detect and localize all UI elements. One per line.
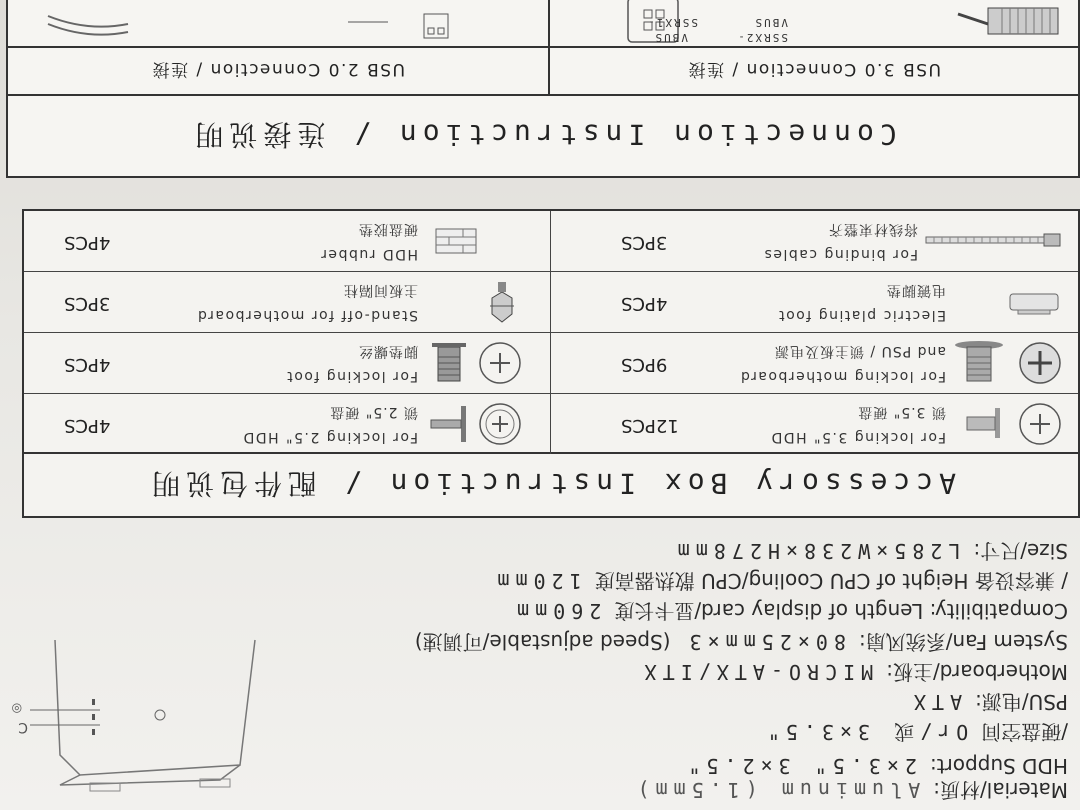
- spec-psu-label: PSU/电源:: [975, 690, 1068, 714]
- usb2-connection-label: USB 2.0 Connection / 连接: [8, 46, 548, 96]
- pin-label: VBUS: [653, 31, 688, 44]
- usb3-diagram: [548, 0, 1078, 46]
- spec-size-value: L285×W238×H278mm: [671, 539, 961, 563]
- item-desc-en: For binding cables: [763, 246, 918, 262]
- table-row: [24, 271, 1078, 332]
- spec-compat-1-value: 260mm: [511, 599, 602, 623]
- hdd-2-5-screw-icon: [426, 400, 536, 448]
- spec-hdd-support-label: HDD Support:: [930, 754, 1068, 778]
- item-desc-en: For locking motherboard: [739, 368, 946, 384]
- spec-size-label: Size/尺寸:: [973, 539, 1068, 563]
- pin-label: VBUS: [753, 16, 788, 29]
- svg-text:◎: ◎: [11, 702, 22, 716]
- accessory-grid: [24, 211, 1078, 454]
- usb3-cable-icon: [948, 0, 1068, 44]
- hdd-3-5-screw-icon: [954, 400, 1064, 448]
- spec-hdd-support-value: 2×3.5" 3×2.5": [682, 754, 917, 778]
- accessory-item: [24, 333, 550, 393]
- spec-fan-note: (Speed adjustable/可调速): [414, 630, 671, 654]
- usb2-header-icon: [28, 0, 488, 46]
- spec-compat-1: [0, 598, 1068, 627]
- item-qty: 4PCS: [621, 293, 668, 314]
- spec-compat-2-value: 120mm: [491, 569, 582, 593]
- item-qty: 4PCS: [64, 232, 111, 253]
- spec-fan-value: 80×25mm×3: [683, 630, 846, 654]
- item-qty: 4PCS: [64, 415, 111, 436]
- accessory-table: [22, 209, 1080, 518]
- item-desc-cn: 锁 3.5" 硬盘: [857, 404, 946, 420]
- spec-psu-value: ATX: [907, 690, 963, 714]
- item-qty: 4PCS: [64, 354, 111, 375]
- spec-material-value: Aluminum (1.5mm): [631, 778, 921, 802]
- pin-label: SSRX1-: [646, 16, 698, 29]
- item-desc-en: Stand-off for motherboard: [196, 307, 418, 323]
- spec-hdd-space-label: /硬盘空间: [981, 720, 1068, 744]
- item-desc-cn: 将线材束整齐: [828, 221, 918, 237]
- item-qty: 9PCS: [621, 354, 668, 375]
- accessory-item: [24, 394, 550, 454]
- spec-size: [0, 538, 1068, 567]
- plating-foot-icon: [954, 278, 1064, 326]
- table-row: [24, 332, 1078, 393]
- accessory-item: [24, 211, 550, 271]
- connection-section: [6, 0, 1080, 178]
- motherboard-psu-screw-icon: [954, 339, 1064, 387]
- spec-hdd-space-value: Or/或 3×3.5": [761, 720, 969, 744]
- spec-block: [0, 510, 1080, 810]
- item-desc-cn: 脚垫螺丝: [358, 343, 418, 359]
- connection-title: Connection Instruction / 连接说明: [8, 94, 1078, 176]
- item-desc-cn: 硬盘胶垫: [358, 221, 418, 237]
- spec-motherboard-value: MICRO-ATX/ITX: [638, 660, 874, 684]
- accessory-item: [550, 211, 1078, 271]
- spec-compat-1-label: Compatibility: Length of display card/显卡长度: [614, 599, 1068, 623]
- item-qty: 3PCS: [621, 232, 668, 253]
- item-desc-en: For locking foot: [285, 368, 418, 384]
- item-desc-cn: 锁 2.5" 硬盘: [329, 404, 418, 420]
- accessory-item: [550, 272, 1078, 332]
- item-desc-en: HDD rubber: [319, 246, 418, 262]
- foot-screw-icon: [426, 339, 536, 387]
- item-desc-en: For locking 2.5" HDD: [242, 429, 418, 445]
- usb2-diagram: [8, 0, 548, 46]
- accessory-item: [24, 272, 550, 332]
- svg-text:C: C: [18, 719, 28, 735]
- item-qty: 3PCS: [64, 293, 111, 314]
- item-desc-en2: and PSU / 锁主板及电源: [774, 343, 946, 359]
- spec-compat-2-label: / 兼容设备 Height of CPU Cooling/CPU 散热器高度: [594, 569, 1068, 593]
- accessory-item: [550, 394, 1078, 454]
- spec-fan-label: System Fan/系统风扇:: [858, 630, 1068, 654]
- pin-label: SSRX2-: [736, 31, 788, 44]
- accessory-item: [550, 333, 1078, 393]
- case-outline-icon: [0, 635, 260, 795]
- item-desc-en: For locking 3.5" HDD: [770, 429, 946, 445]
- item-qty: 12PCS: [621, 415, 679, 436]
- spec-compat-2: [0, 568, 1068, 597]
- spec-motherboard-label: Motherboard/主板:: [886, 660, 1068, 684]
- hdd-rubber-icon: [426, 217, 536, 265]
- item-desc-cn: 电镀脚垫: [886, 282, 946, 298]
- cable-tie-icon: [924, 217, 1064, 265]
- standoff-icon: [426, 278, 536, 326]
- accessory-title: Accessory Box Instruction / 配件包说明: [24, 452, 1078, 516]
- spec-material-label: Material/材质:: [933, 778, 1068, 802]
- usb3-connection-label: USB 3.0 Connection / 连接: [548, 46, 1078, 96]
- table-row: [24, 211, 1078, 271]
- item-desc-cn: 主板间隔柱: [343, 282, 418, 298]
- table-row: [24, 393, 1078, 454]
- item-desc-en: Electric plating foot: [777, 307, 946, 323]
